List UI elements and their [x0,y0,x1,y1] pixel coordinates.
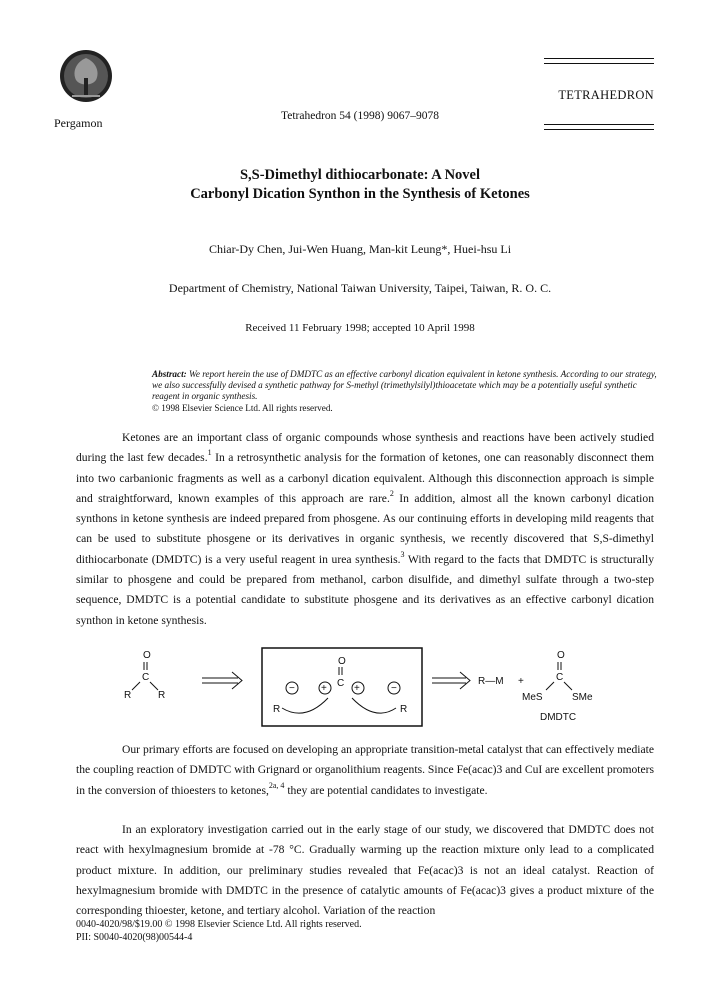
para1-text-d: With regard to the facts that DMDTC is structurally similar to phosgene and could be prepared from methanol, carbon disulfide, and dimethyl sulfate through a two-step sequence, DMDTC is a potential candidate to substitute phosgene and its derivatives as an effective carbonyl dication synthon in ketone synthesis. [76,552,654,627]
ketone-oxygen: O [143,650,151,661]
publisher-name: Pergamon [54,116,103,130]
body-paragraph-1 [76,428,654,631]
elsevier-tree-logo [58,48,114,108]
retrosynthesis-scheme [120,640,640,740]
cation-left [319,682,331,694]
synthon-r-right: R [400,704,408,715]
svg-text:+: + [321,683,327,694]
anion-left [286,682,298,694]
organometallic-reagent: R—M [478,676,504,687]
ref-2: 2 [389,488,394,498]
synthon-oxygen: O [338,656,346,667]
header-rule-top [544,58,654,59]
ketone-bond-right [150,682,158,690]
body-paragraph-3 [76,820,654,921]
para1-text-b: In a retrosynthetic analysis for the formation of ketones, one can reasonably disconnect them into two carbanionic fragments as well as a carbonyl dication equivalent. Although this disconnection approach is simple and straightforward, known examples of this approach are rare. [76,451,654,505]
para3-text: In an exploratory investigation carried out in the early stage of our study, we discovered that DMDTC does not react with hexylmagnesium bromide at -78 °C. Gradually warming up the reaction mixture only lead to a complicated product mixture. In addition, our preliminary studies revealed that Fe(acac)3 is not an ideal catalyst. Reaction of hexylmagnesium bromide with DMDTC in the presence of catalytic amounts of Fe(acac)3 gives a product mixture of the corresponding thioester, ketone, and tertiary alcohol. Variation of the reaction [76,823,654,918]
dmdtc-sme: SMe [572,692,593,703]
anion-right [388,682,400,694]
abstract-copyright: © 1998 Elsevier Science Ltd. All rights reserved. [152,402,333,413]
synthon-r-left: R [273,704,281,715]
retro-arrow-1 [202,672,242,689]
dmdtc-oxygen: O [557,650,565,661]
received-dates: Received 11 February 1998; accepted 10 April 1998 [245,322,475,334]
journal-name: TETRAHEDRON [558,88,654,102]
footer [76,918,362,944]
para2-text-a: Our primary efforts are focused on developing an appropriate transition-metal catalyst that can effectively mediate the coupling reaction of DMDTC with Grignard or organolithium reagents. Since Fe(acac)3 and CuI are excellent promoters in the conversion of thioesters to ketones, [76,743,654,797]
title-line-2: Carbonyl Dication Synthon in the Synthesis of Ketones [190,186,530,202]
header-rule-bottom [544,124,654,125]
issn-line: 0040-4020/98/$19.00 © 1998 Elsevier Science Ltd. All rights reserved. [76,919,362,930]
plus-sign: + [518,676,524,687]
author-list: Chiar-Dy Chen, Jui-Wen Huang, Man-kit Leung*, Huei-hsu Li [208,242,512,256]
article-title [0,166,720,204]
para1-text-a: Ketones are an important class of organic compounds whose synthesis and reactions have been actively studied during the last few decades. [76,431,654,465]
ketone-bond-left [132,682,140,690]
body-paragraph-2 [76,740,654,801]
abstract-text: We report herein the use of DMDTC as an effective carbonyl dication equivalent in ketone synthesis. According to our strategy, we also successfully devised a synthetic pathway for S-methyl (trimethylsilyl)thioacetate which may be a potentially useful synthetic reagent in organic synthesis. [152,369,657,402]
dmdtc-carbon: C [556,672,564,683]
abstract-label: Abstract: [152,369,187,379]
retro-arrow-2 [432,672,470,689]
pii-line: PII: S0040-4020(98)00544-4 [76,932,193,943]
journal-citation: Tetrahedron 54 (1998) 9067–9078 [281,110,439,122]
ref-2a-4: 2a, 4 [268,780,285,790]
synthon-bond-left [282,698,328,713]
dmdtc-mes: MeS [522,692,543,703]
dmdtc-bond-left [546,682,554,690]
ketone-carbon: C [142,672,150,683]
ketone-r-left: R [124,690,132,701]
para1-text-c: In addition, almost all the known carbonyl dication synthons in ketone synthesis are indeed prepared from phosgene. As our continuing efforts in developing mild reagents that can be used to substitute phosgene or its derivatives in organic synthesis, we recently discovered that S,S-dimethyl dithiocarbonate (DMDTC) is a very useful reagent in urea synthesis. [76,491,654,566]
abstract [152,369,657,414]
header-rule-bottom-2 [544,129,654,130]
dmdtc-bond-right [564,682,572,690]
affiliation: Department of Chemistry, National Taiwan University, Taipei, Taiwan, R. O. C. [168,281,552,295]
svg-text:−: − [289,683,295,694]
svg-text:+: + [354,683,360,694]
synthon-carbon: C [337,678,345,689]
title-line-1: S,S-Dimethyl dithiocarbonate: A Novel [239,167,481,183]
dmdtc-label: DMDTC [540,712,577,723]
ketone-r-right: R [158,690,166,701]
cation-right [352,682,364,694]
synthon-bond-right [352,698,396,713]
svg-text:−: − [391,683,397,694]
para2-text-b: they are potential candidates to investigate. [284,783,488,797]
ref-3: 3 [400,549,405,559]
header-rule-top-2 [544,63,654,64]
ref-1: 1 [207,448,212,458]
